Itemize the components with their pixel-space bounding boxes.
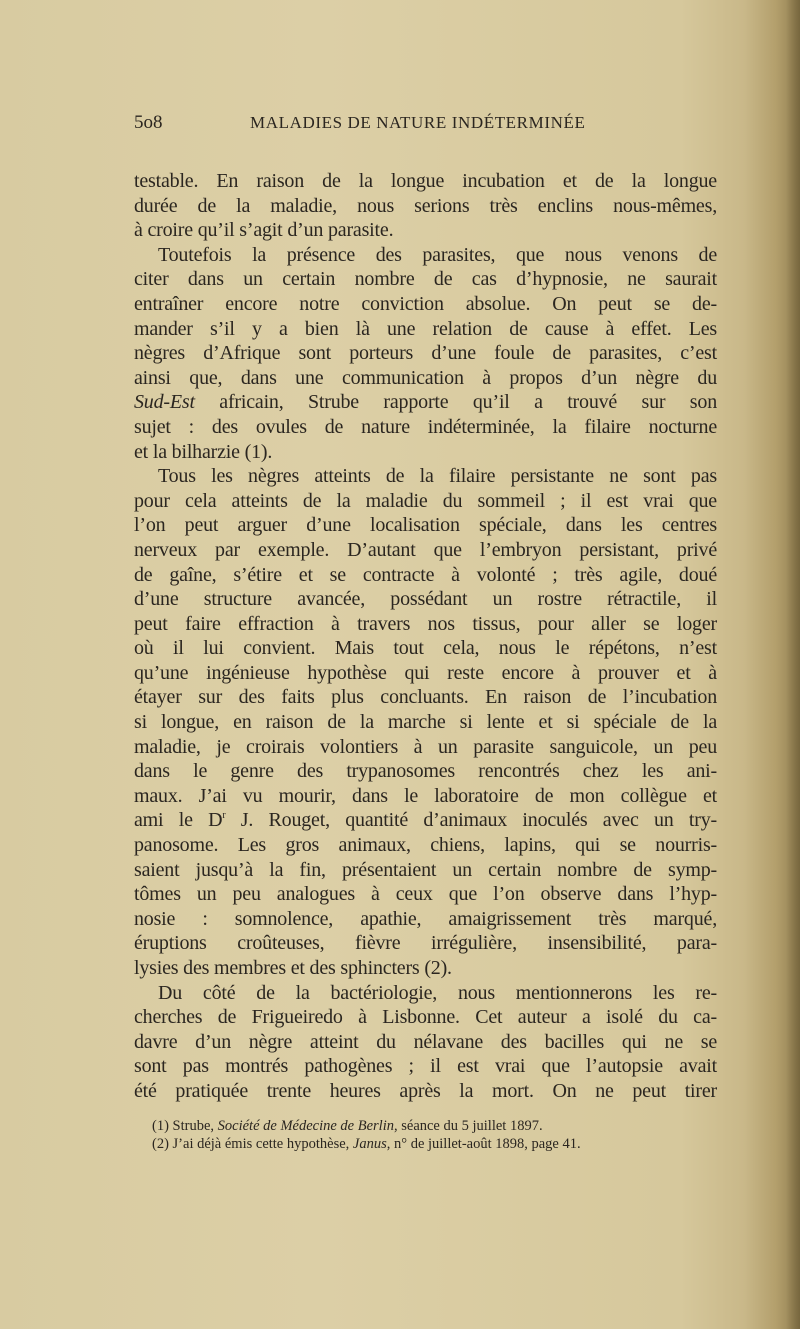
text-run: lysies des membres et des sphincters (2). [134, 957, 452, 979]
text-line [134, 538, 717, 563]
text-run: Tous les nègres atteints de la filaire persistante ne sont pas [158, 465, 717, 488]
text-run: testable. En raison de la longue incubation et de la longue [134, 170, 717, 192]
text-run: (2) J’ai déjà émis cette hypothèse, [152, 1136, 353, 1152]
superscript: r [222, 810, 226, 822]
text-run: sont pas montrés pathogènes ; il est vrai que l’autopsie avait [134, 1055, 717, 1078]
text-line [134, 341, 717, 366]
text-run: ainsi que, dans une communication à propos d’un nègre du [134, 366, 717, 389]
footnote [152, 1135, 712, 1153]
italic-text: Sud-Est [134, 391, 195, 414]
text-line [134, 1005, 717, 1030]
text-line [134, 1054, 717, 1079]
text-run: de gaîne, s’étire et se contracte à volonté ; très agile, doué [134, 563, 717, 586]
text-run: J. Rouget, quantité d’animaux inoculés avec un try- [225, 809, 717, 832]
text-line [134, 759, 717, 784]
body-text [134, 169, 717, 1104]
text-run: dans le genre des trypanosomes rencontrés chez les ani- [134, 760, 717, 783]
text-line [134, 169, 717, 194]
text-run: pour cela atteints de la maladie du sommeil ; il est vrai que [134, 489, 717, 512]
text-line [134, 292, 717, 317]
text-run: saient jusqu’à la fin, présentaient un certain nombre de symp- [134, 858, 717, 881]
text-line [134, 390, 717, 415]
text-run: , n° de juillet-août 1898, page 41. [386, 1136, 581, 1152]
text-run: peut faire effraction à travers nos tissus, pour aller se loger [134, 612, 717, 635]
text-line [134, 317, 717, 342]
text-run: panosome. Les gros animaux, chiens, lapins, qui se nourris- [134, 834, 717, 857]
text-line [134, 1030, 717, 1055]
text-run: nerveux par exemple. D’autant que l’embryon persistant, privé [134, 538, 717, 561]
text-line [134, 194, 717, 219]
text-line [134, 735, 717, 760]
text-run: éruptions croûteuses, fièvre irrégulière, insensibilité, para- [134, 932, 717, 955]
text-run: l’on peut arguer d’une localisation spéciale, dans les centres [134, 514, 717, 537]
text-line [134, 366, 717, 391]
running-title: MALADIES DE NATURE INDÉTERMINÉE [250, 113, 586, 132]
text-run: et la bilharzie (1). [134, 440, 273, 463]
page-edge-shadow [786, 0, 800, 1329]
text-line [134, 784, 717, 809]
text-run: durée de la maladie, nous serions très enclins nous-mêmes, [134, 194, 717, 217]
text-run: qu’une ingénieuse hypothèse qui reste encore à prouver et à [134, 661, 717, 684]
text-line [134, 710, 717, 735]
text-run: à croire qu’il s’agit d’un parasite. [134, 219, 394, 242]
text-line [134, 267, 717, 292]
text-line [134, 907, 717, 932]
italic-text: Société de Médecine de Berlin [217, 1118, 394, 1134]
text-run: cherches de Frigueiredo à Lisbonne. Cet auteur a isolé du ca- [134, 1006, 717, 1029]
text-run: mander s’il y a bien là une relation de cause à effet. Les [134, 317, 717, 340]
text-line [134, 981, 717, 1006]
footnote [152, 1117, 712, 1135]
text-run: nègres d’Afrique sont porteurs d’une foule de parasites, c’est [134, 342, 717, 365]
text-line [134, 464, 717, 489]
text-run: , séance du 5 juillet 1897. [393, 1118, 543, 1134]
text-line [134, 931, 717, 956]
text-run: africain, Strube rapporte qu’il a trouvé sur son [194, 391, 717, 414]
text-run: maladie, je croirais volontiers à un parasite sanguicole, un peu [134, 735, 717, 758]
italic-text: Janus [352, 1136, 387, 1152]
text-line [134, 440, 717, 465]
text-run: où il lui convient. Mais tout cela, nous le répétons, n’est [134, 637, 717, 660]
text-line [134, 636, 717, 661]
text-run: d’une structure avancée, possédant un rostre rétractile, il [134, 588, 717, 611]
text-run: maux. J’ai vu mourir, dans le laboratoire de mon collègue et [134, 784, 717, 807]
text-run: nosie : somnolence, apathie, amaigrissement très marqué, [134, 907, 717, 930]
text-line [134, 685, 717, 710]
text-line [134, 243, 717, 268]
footnotes [152, 1117, 712, 1153]
text-line [134, 489, 717, 514]
text-run: Toutefois la présence des parasites, que nous venons de [158, 243, 717, 266]
page-header [134, 112, 716, 136]
text-line [134, 218, 717, 243]
text-line [134, 587, 717, 612]
text-run: tômes un peu analogues à ceux que l’on observe dans l’hyp- [134, 883, 717, 906]
text-run: étayer sur des faits plus concluants. En raison de l’incubation [134, 686, 717, 709]
text-line [134, 956, 717, 981]
text-line [134, 612, 717, 637]
text-run: si longue, en raison de la marche si lente et si spéciale de la [134, 711, 717, 734]
text-line [134, 833, 717, 858]
text-line [134, 858, 717, 883]
text-run: été pratiquée trente heures après la mort. On ne peut tirer [134, 1079, 717, 1102]
text-run: entraîner encore notre conviction absolue. On peut se de- [134, 292, 717, 315]
text-line [134, 882, 717, 907]
text-run: sujet : des ovules de nature indéterminée, la filaire nocturne [134, 415, 717, 438]
text-line [134, 1079, 717, 1104]
text-line [134, 563, 717, 588]
text-run: ami le D [134, 809, 223, 832]
text-line [134, 808, 717, 833]
page-number: 5o8 [134, 112, 163, 133]
text-line [134, 661, 717, 686]
text-run: (1) Strube, [152, 1118, 218, 1134]
text-line [134, 513, 717, 538]
text-run: citer dans un certain nombre de cas d’hypnosie, ne saurait [134, 268, 717, 291]
text-run: davre d’un nègre atteint du nélavane des bacilles qui ne se [134, 1030, 717, 1053]
text-line [134, 415, 717, 440]
text-run: Du côté de la bactériologie, nous mentionnerons les re- [158, 981, 717, 1004]
